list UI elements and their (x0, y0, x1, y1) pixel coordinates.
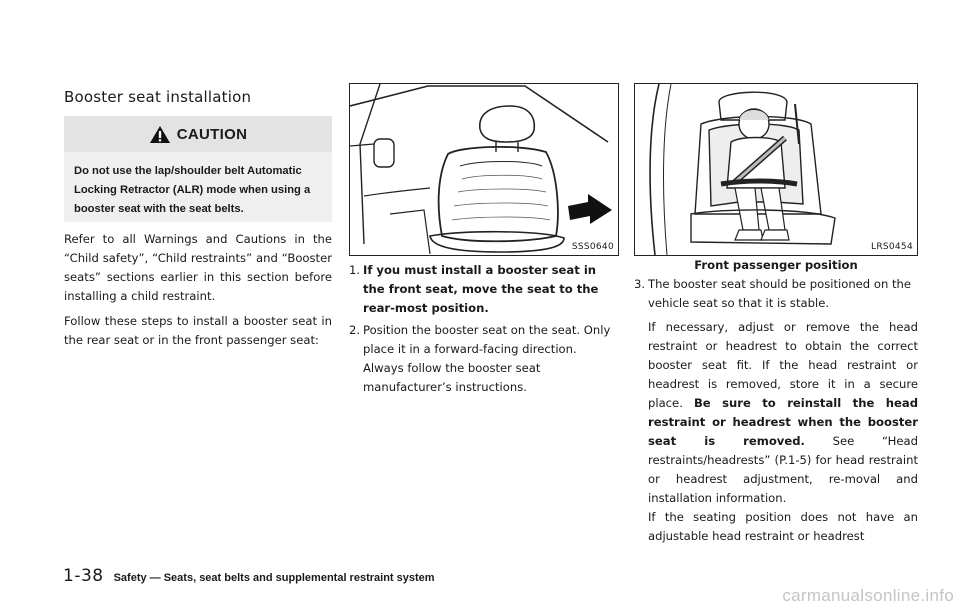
step-text: If you must install a booster seat in the front seat, move the seat to the rear-most position. (363, 263, 599, 315)
booster-seat-figure (634, 83, 918, 256)
step-list (634, 275, 918, 313)
steps-intro-paragraph: Follow these steps to install a booster seat in the rear seat or in the front passenger seat: (64, 314, 332, 347)
caution-title: CAUTION (176, 125, 248, 143)
caution-header (64, 116, 332, 152)
figure-code: LRS0454 (871, 242, 913, 252)
footer-title: Safety — Seats, seat belts and supplemental restraint system (113, 572, 435, 584)
step-list (349, 261, 619, 318)
section-title: Booster seat installation (64, 88, 252, 106)
watermark: carmanualsonline.info (782, 586, 954, 605)
intro-paragraph: Refer to all Warnings and Cautions in the “Child safety”, “Child restraints” and “Booster seats” sections earlier in this section before installing a child restraint. (64, 232, 332, 303)
list-item: 2. Position the booster seat on the seat. Only place it in a forward-facing direction. Always follow the booster seat manufacturer’s instructions. (349, 323, 611, 394)
step-text: The booster seat should be positioned on the vehicle seat so that it is stable. (648, 277, 911, 310)
child-booster-seat-illustration (635, 84, 917, 255)
figure-caption: Front passenger position (694, 258, 858, 272)
step-3-detail: If necessary, adjust or remove the head restraint or headrest to obtain the correct booster seat fit. If the head restraint or headrest is removed, store it in a secure place. Be sure to reinstall the head restraint or headrest when the booster seat is removed. See “Head restraints/headrests” (P.1-5) for head restraint or headrest adjustment, re-moval and installation information. (648, 320, 918, 505)
caution-body: Do not use the lap/shoulder belt Automatic Locking Retractor (ALR) mode when using a booster seat with the seat belts. (64, 152, 332, 222)
step-3-continuation: If the seating position does not have an adjustable head restraint or headrest (648, 510, 918, 543)
list-item: 1. If you must install a booster seat in the front seat, move the seat to the rear-most position. (349, 263, 599, 315)
step-text: Position the booster seat on the seat. Only place it in a forward-facing direction. Always follow the booster seat manufacturer’s instructions. (363, 323, 611, 394)
vehicle-seat-illustration (350, 84, 618, 255)
page-footer (63, 566, 435, 586)
page-number: 1-38 (63, 566, 104, 586)
list-item: 3. The booster seat should be positioned on the vehicle seat so that it is stable. (634, 277, 911, 310)
figure-code: SSS0640 (571, 242, 614, 252)
seat-position-figure (349, 83, 619, 256)
step-list (349, 321, 619, 397)
warning-icon (149, 125, 171, 144)
